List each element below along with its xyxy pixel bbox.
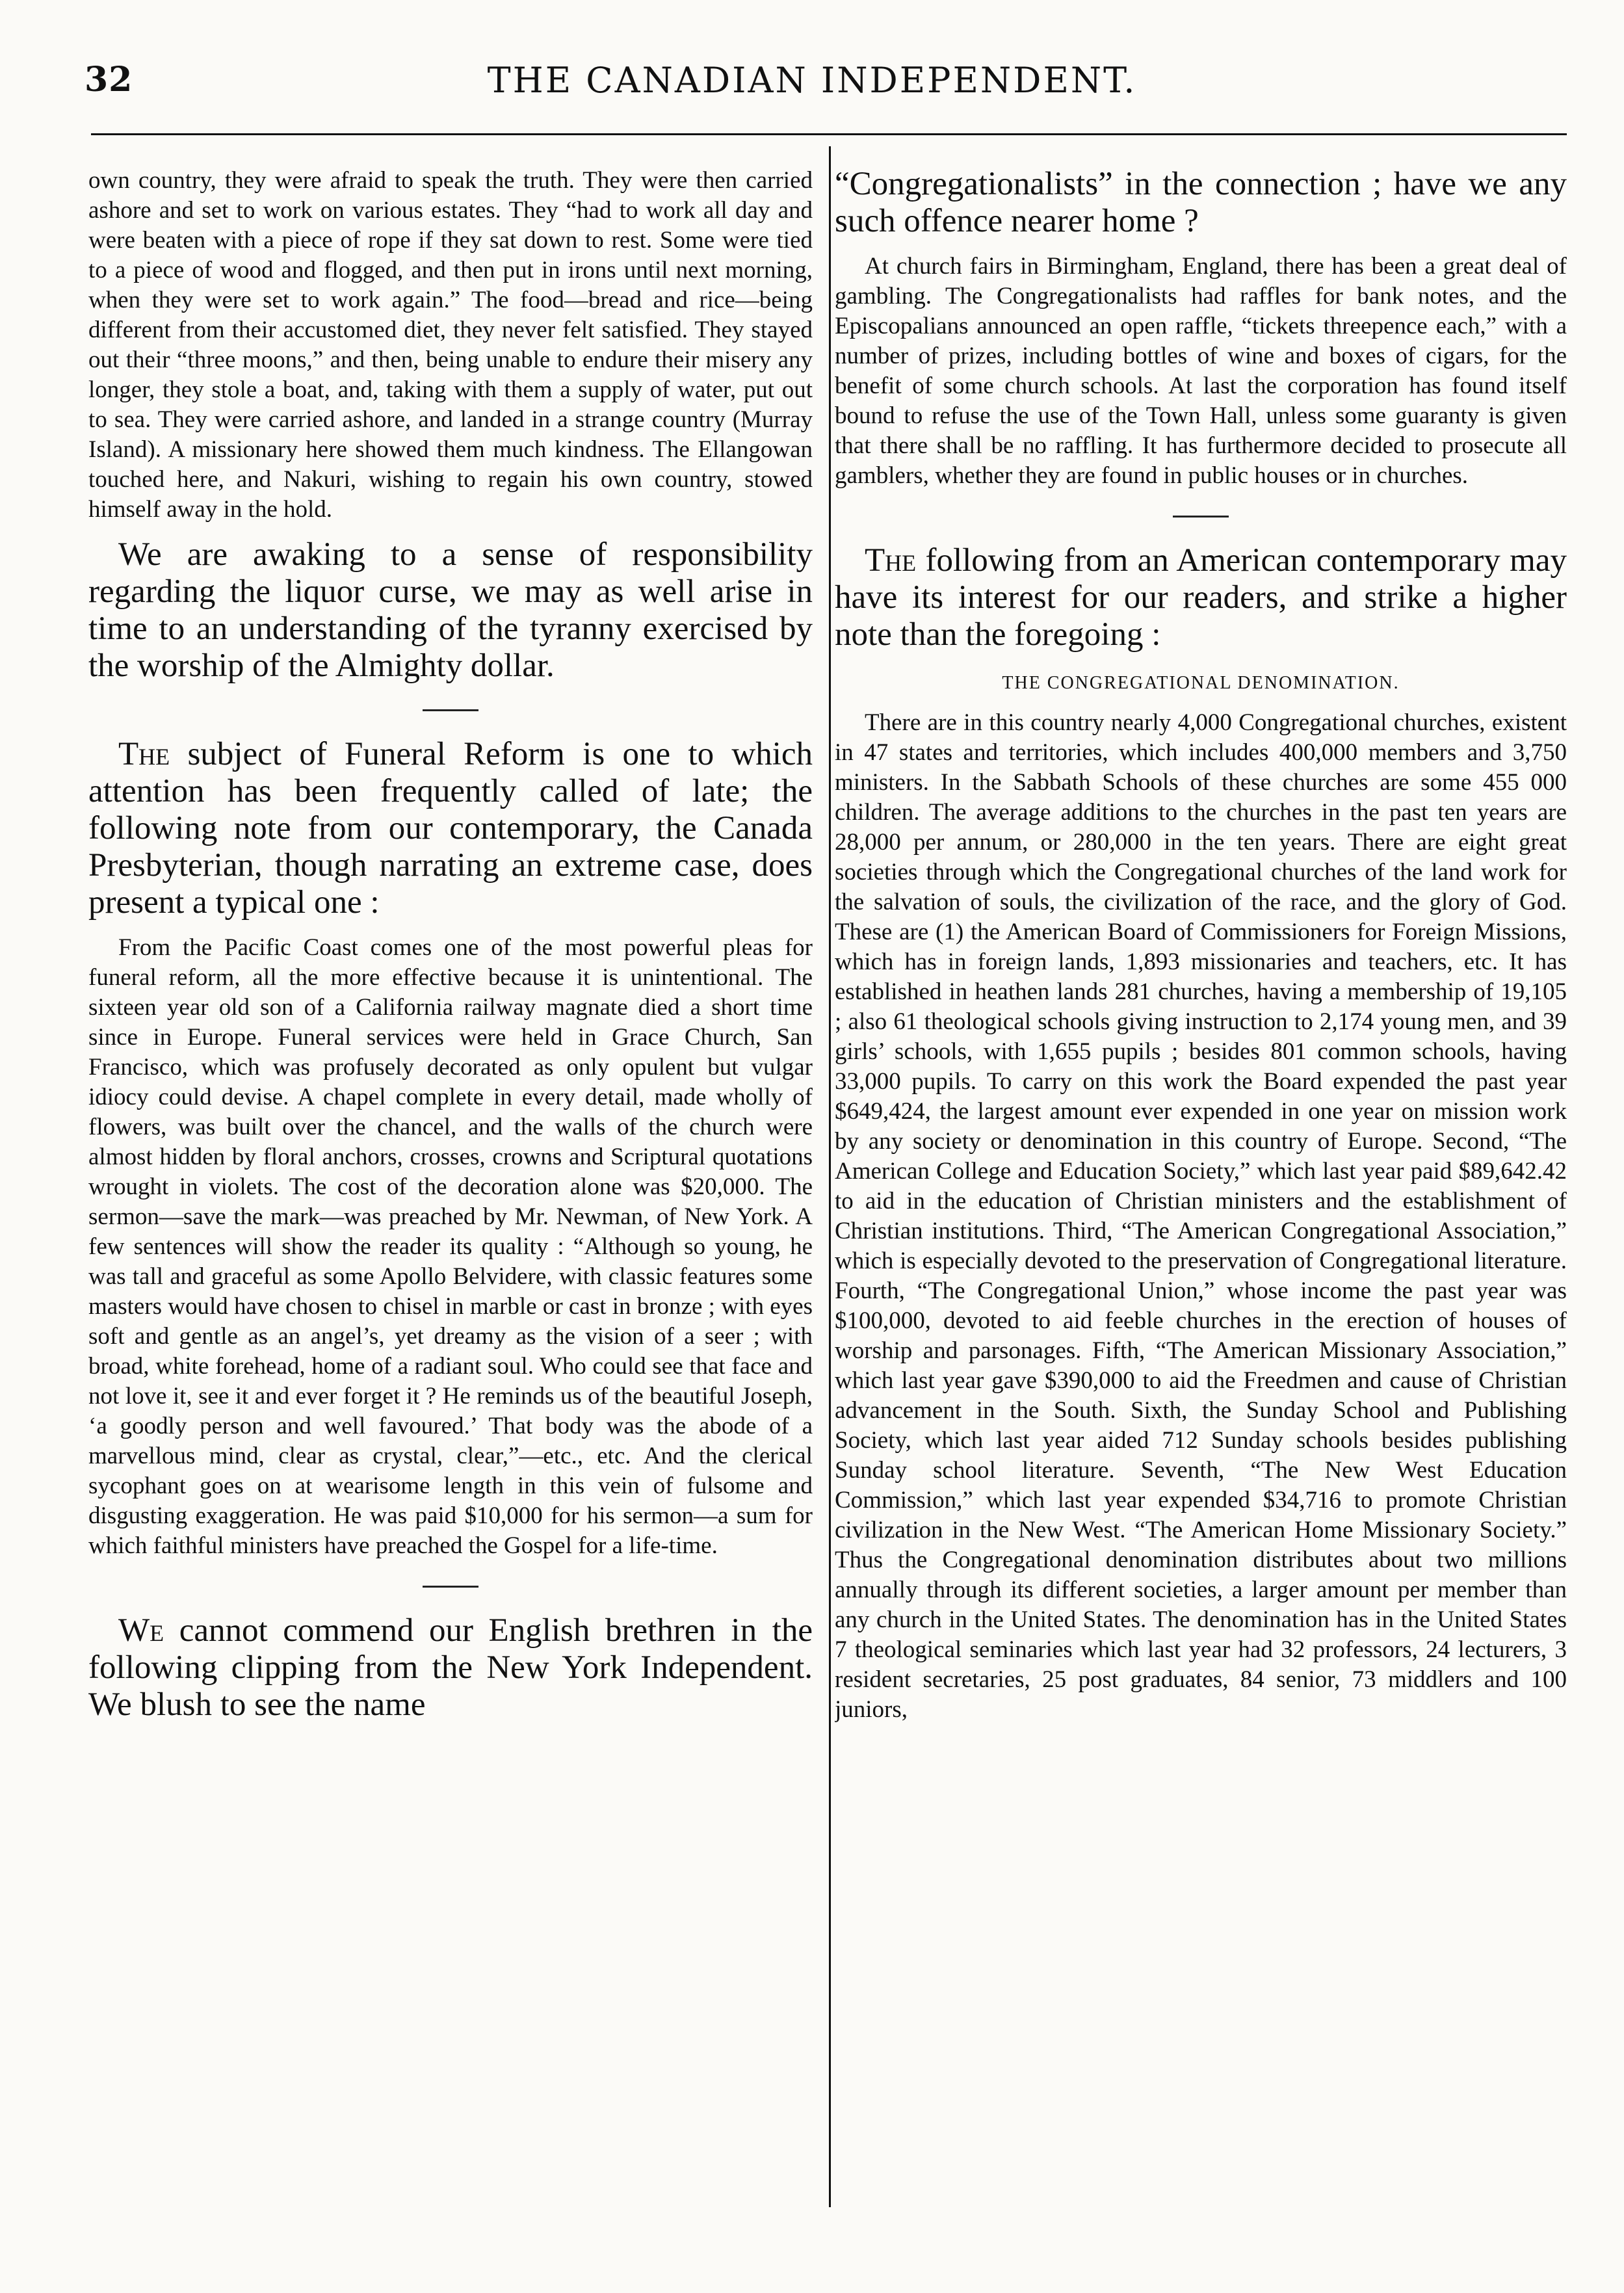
header-rule: [91, 133, 1567, 135]
lead-word: We: [118, 1612, 164, 1649]
page-number: 32: [85, 60, 133, 99]
american-contemporary-intro: [835, 542, 1567, 653]
american-contemporary-text: following from an American contemporary may have its interest for our readers, and strike a higher note than the foregoing :: [835, 542, 1567, 653]
section-subheading: THE CONGREGATIONAL DENOMINATION.: [1002, 673, 1400, 693]
section-separator: [423, 1586, 478, 1588]
lead-word: The: [865, 542, 917, 579]
english-brethren-intro: [88, 1612, 813, 1723]
birmingham-gambling-clipping: At church fairs in Birmingham, England, there has been a great deal of gambling. The Congregationalists had raffles for bank notes, and the Episcopalians announced an open raffle, “tickets threepence each,” with a number of prizes, including bottles of wine and boxes of cigars, for the benefit of some church schools. At last the corporation has found itself bound to refuse the use of the Town Hall, unless some guaranty is given that there shall be no raffling. It has furthermore decided to prosecute all gamblers, whether they are found in public houses or in churches.: [835, 253, 1567, 489]
denomination-article: There are in this country nearly 4,000 Congregational churches, existent in 47 states and territories, which includes 400,000 members and 3,750 ministers. In the Sabbath Schools of these churches are some 455 000 children. The average additions to the churches in the past ten years are 28,000 per annum, or 280,000 in the ten years. There are eight great societies through which the Congregational churches of the land work for the salvation of souls, the civilization of the race, and the glory of God. These are (1) the American Board of Commissioners for Foreign Missions, which has in foreign lands, 1,893 missionaries and teachers, etc. It has established in heathen lands 281 churches, having a membership of 19,105 ; also 61 theological schools giving instruction to 2,174 young men, and 39 girls’ schools, with 1,655 pupils ; besides 801 common schools, having 33,000 pupils. To carry on this work the Board expended the past year $649,424, the largest amount ever expended in one year on mission work by any society or denomination in this country of Europe. Second, “The American College and Education Society,” which last year paid $89,642.42 to aid in the education of Christian ministers and the establishment of Christian institutions. Third, “The American Congregational Association,” which is especially devoted to the preservation of Congregational literature. Fourth, “The Congregational Union,” whose income the past year was $100,000, devoted to aid feeble churches in the erection of houses of worship and parsonages. Fifth, “The American Missionary Association,” which last year gave $390,000 to aid the Freedmen and cause of Christian advancement in the South. Sixth, the Sunday School and Publishing Society, which last year aided 712 Sunday schools besides publishing Sunday school literature. Seventh, “The New West Education Commission,” which last year expended $34,716 to promote Christian civilization in the New West. “The American Home Missionary Society.” Thus the Congregational denomination distributes about two millions annually through its different societies, a larger amount per member than any church in the United States. The denomination has in the United States 7 theological seminaries which last year had 32 professors, 24 lecturers, 3 resident secretaries, 25 post graduates, 84 senior, 73 middlers and 100 juniors,: [835, 709, 1567, 1723]
section-separator: [1173, 516, 1229, 518]
running-title: THE CANADIAN INDEPENDENT.: [487, 60, 1137, 101]
left-column: [88, 166, 813, 2214]
liquor-curse-note: We are awaking to a sense of responsibility regarding the liquor curse, we may as well arise in time to an understanding of the tyranny exercised by the worship of the Almighty dollar.: [88, 536, 813, 684]
funeral-reform-intro: [88, 736, 813, 921]
congregationalists-continuation: “Congregationalists” in the connection ; have we any such offence nearer home ?: [835, 166, 1567, 239]
column-divider: [829, 146, 831, 2207]
english-brethren-text: cannot commend our English brethren in the following clipping from the New York Independent. We blush to see the name: [88, 1612, 813, 1723]
right-column: [835, 166, 1567, 2214]
article-continuation: own country, they were afraid to speak the truth. They were then carried ashore and set to work on various estates. They “had to work all day and were beaten with a piece of rope if they sat down to rest. Some were tied to a piece of wood and flogged, and then put in irons until next morning, when they were set to work again.” The food—bread and rice—being different from their accustomed diet, they never felt satisfied. They stayed out their “three moons,” and then, being unable to endure their misery any longer, they stole a boat, and, taking with them a supply of water, put out to sea. They were carried ashore, and landed in a strange country (Murray Island). A missionary here showed them much kindness. The Ellangowan touched here, and Nakuri, wishing to regain his own country, stowed himself away in the hold.: [88, 167, 813, 523]
funeral-reform-text: subject of Funeral Reform is one to which attention has been frequently called of late; the following note from our contemporary, the Canada Presbyterian, though narrating an extreme case, does present a typical one :: [88, 736, 813, 921]
funeral-reform-quote: From the Pacific Coast comes one of the most powerful pleas for funeral reform, all the more effective because it is unintentional. The sixteen year old son of a California railway magnate died a short time since in Europe. Funeral services were held in Grace Church, San Francisco, which was profusely decorated as only opulent but vulgar idiocy could devise. A chapel complete in every detail, made wholly of flowers, was built over the chancel, and the walls of the church were almost hidden by floral anchors, crosses, crowns and Scriptural quotations wrought in violets. The cost of the decoration alone was $20,000. The sermon—save the mark—was preached by Mr. Newman, of New York. A few sentences will show the reader its quality : “Although so young, he was tall and graceful as some Apollo Belvidere, with classic features some masters would have chosen to chisel in marble or cast in bronze ; with eyes soft and gentle as an angel’s, yet dreamy as the vision of a seer ; with broad, white forehead, home of a radiant soul. Who could see that face and not love it, see it and ever forget it ? He reminds us of the beautiful Joseph, ‘a goodly person and well favoured.’ That body was the abode of a marvellous mind, clear as crystal, clear,”—etc., etc. And the clerical sycophant goes on at wearisome length in this vein of fulsome and disgusting exaggeration. He was paid $10,000 for his sermon—a sum for which faithful ministers have preached the Gospel for a life-time.: [88, 934, 813, 1559]
lead-word: The: [118, 736, 170, 772]
section-separator: [423, 709, 478, 711]
